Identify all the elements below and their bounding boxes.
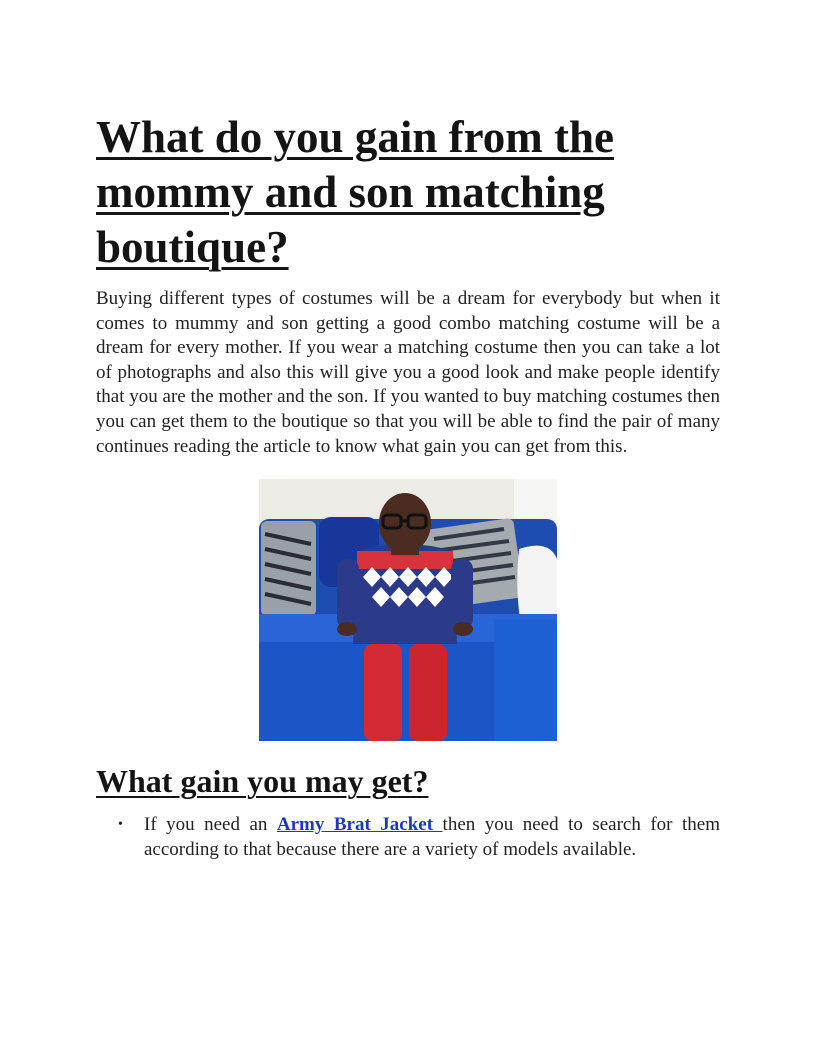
section-heading: What gain you may get? xyxy=(96,763,429,800)
list-item-text-before: If you need an xyxy=(144,814,277,836)
list-item xyxy=(118,813,720,862)
intro-paragraph: Buying different types of costumes will be a dream for everybody but when it comes to mummy and son getting a good combo matching costume will be a dream for every mother. If you wear a matching costume then you can take a lot of photographs and also this will give you a good look and make people identify that you are the mother and the son. If you wanted to buy matching costumes then you can get them to the boutique so that you will be able to find the pair of many continues reading the article to know what gain you can get from this. xyxy=(96,288,720,457)
army-brat-jacket-link[interactable]: Army Brat Jacket xyxy=(276,814,443,836)
bullet-icon: • xyxy=(118,817,123,833)
article-title: What do you gain from the mommy and son matching boutique? xyxy=(96,112,614,272)
boy-photo-illustration xyxy=(259,479,557,741)
gain-list xyxy=(96,813,720,862)
list-item-text-after: then you need to search for them according to that because there are a variety of models available. xyxy=(144,814,720,860)
document-page xyxy=(96,110,720,862)
boy-photo xyxy=(259,479,557,741)
